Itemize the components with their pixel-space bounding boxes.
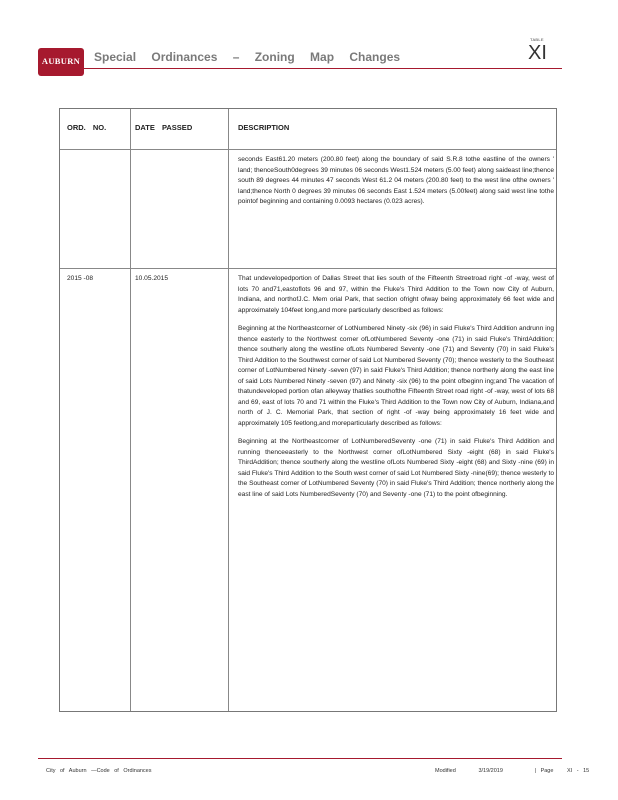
- header-rule: [38, 68, 562, 69]
- column-divider: [130, 109, 131, 711]
- column-header-ord-no: ORD. NO.: [67, 123, 107, 132]
- ordinance-table: [59, 108, 557, 712]
- table-number: XI: [528, 42, 547, 64]
- modified-date: 3/19/2019: [478, 768, 503, 774]
- description-paragraph: That undevelopedportion of Dallas Street that lies south of the Fifteenth Streetroad right -of -way, west of lots 70 and71,eastoflots 96 and 97, within the Fluke's Third Addition to the Town now City of Auburn, Indiana, and northofJ.C. Mem orial Park, that section ofright ofway being approximately 66 feet wide and approximately 104feet long,and more particularly described as follows:: [238, 275, 554, 314]
- modified-label: Modified: [435, 768, 456, 774]
- column-header-description: DESCRIPTION: [238, 123, 290, 132]
- column-header-date-passed: DATE PASSED: [135, 123, 193, 132]
- footer-meta: [435, 768, 589, 774]
- table-label: TABLE: [530, 37, 544, 42]
- description-paragraph: Beginning at the Northeastcorner of LotNumbered Ninety -six (96) in said Fluke's Third Addition andrunn ing thence easterly to the Northwest corner ofLotNumbered Seventy -one (71) in said Fluke's ThirdAddition; thence southerly along the westline ofLots Numbered Seventy -one (71) and Seventy (70) in said Fluke's Third Addition to the Southwest corner of said Lot Numbered Seventy (70); thence westerly to the Southeast corner of LotNumbered Ninety -seven (97) in said Fluke's Third Addition; thence northerly along the east line of said Lots Numbered Ninety -seven (97) and Ninety -six (96) to the point ofbeginn ing;and The vacation of thatundeveloped portion ofan alleyway thatlies southofthe Fifteenth Street road right -of -way, west of lots 68 and 69, east of lots 70 and 71 within the Fluke's Third Addition to the Town now City of Auburn, Indiana,and north of J. C. Memorial Park, that section of right -of -way being approximately 16 feet wide and approximately 105 feetlong,and moreparticularly described as follows:: [238, 325, 554, 427]
- footer-code-title: City of Auburn —Code of Ordinances: [46, 768, 152, 774]
- page-title: Special Ordinances – Zoning Map Changes: [94, 50, 401, 64]
- table-row: [238, 274, 554, 508]
- auburn-logo: [38, 48, 84, 76]
- description-paragraph: seconds East61.20 meters (200.80 feet) along the boundary of said S.R.8 tothe eastline of the owners ' land; thenceSouth0degrees 39 minutes 06 seconds West1.524 meters (5.00 feet) along saideast line;thence south 89 degrees 44 minutes 47 seconds West 61.2 04 meters (200.80 feet) to the west line ofthe owners ' land;thence North 0 degrees 39 minutes 06 seconds East 1.524 meters (5.00feet) along said west line tothe pointof beginning and containing 0.0093 hectares (0.023 acres).: [238, 156, 554, 205]
- footer-rule: [38, 758, 562, 759]
- column-divider: [228, 109, 229, 711]
- row-divider: [60, 268, 556, 269]
- page-number: XI - 15: [567, 768, 590, 774]
- page-label: | Page: [534, 768, 554, 774]
- description-paragraph: Beginning at the Northeastcorner of LotNumberedSeventy -one (71) in said Fluke's Third Addition and running thenceeasterly to the Northwest corner ofLotNumbered Sixty -eight (68) in said Fluke's ThirdAddition; thence southerly along the westline ofLots Numbered Sixty -eight (68) and Sixty -nine (69) in said Fluke's Third Addition to the South west corner of said Lot Numbered Sixty -nine(69); thence westerly to the Southeast corner of LotNumbered Seventy (70) in said Fluke's Third Addition; thence northerly along the east line of said Lots NumberedSeventy (70) and Seventy -one (71) to the point ofbeginning.: [238, 438, 554, 498]
- table-row: [238, 155, 554, 216]
- header-divider: [60, 149, 556, 150]
- date-passed: 10.05.2015: [135, 275, 169, 282]
- logo-text: AUBURN: [41, 56, 81, 66]
- ord-number: 2015 -08: [67, 275, 94, 282]
